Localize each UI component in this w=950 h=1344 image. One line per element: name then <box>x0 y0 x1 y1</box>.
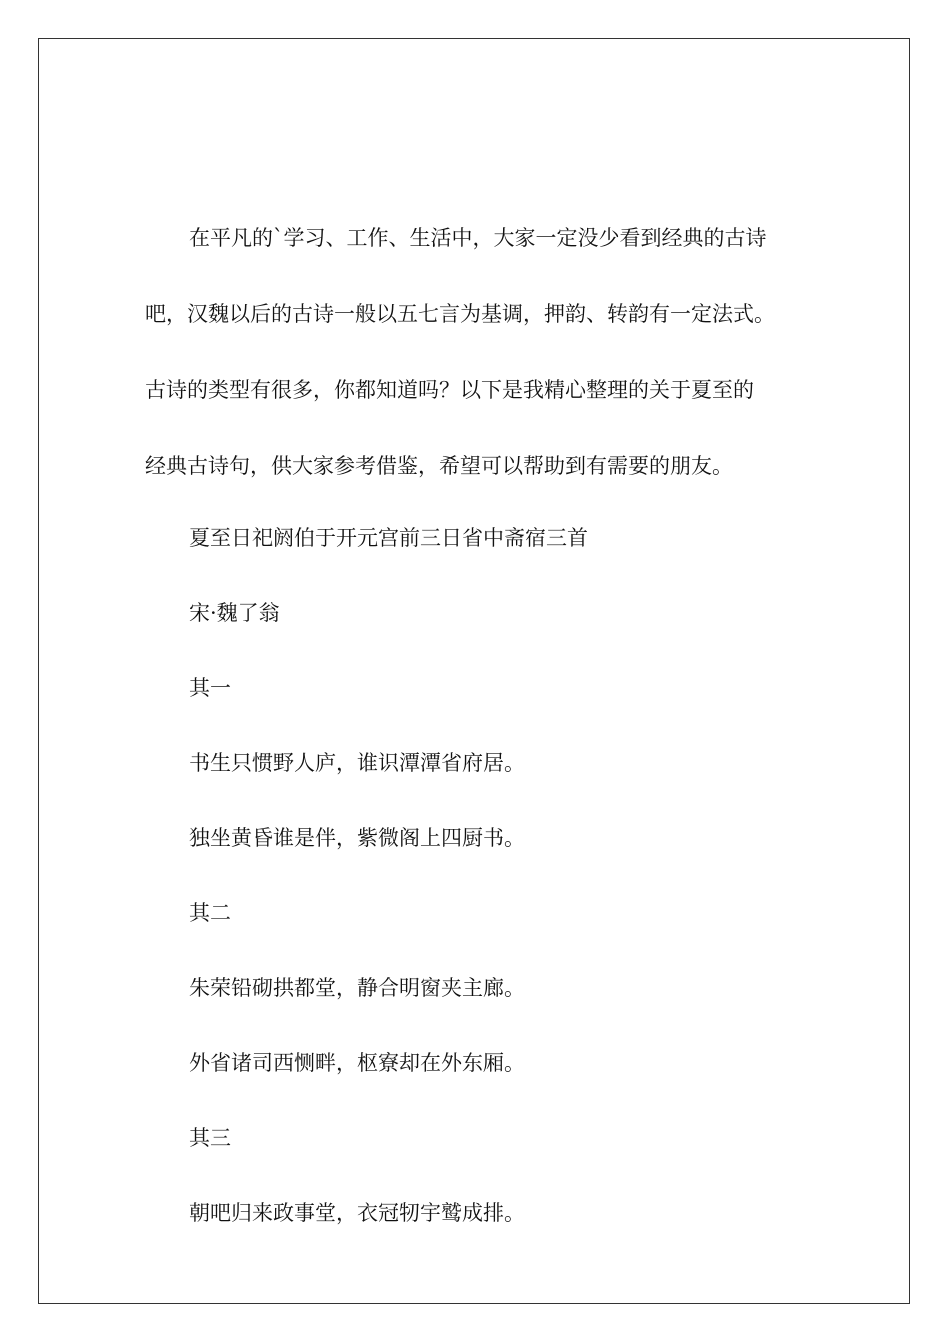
poem-line: 朱荣铅砌拱都堂，静合明窗夹主廊。 <box>189 976 525 1000</box>
poem <box>145 501 825 1251</box>
intro-paragraph <box>145 200 825 504</box>
poem-line: 外省诸司西恻畔，枢寮却在外东厢。 <box>189 1051 525 1075</box>
intro-line: 古诗的类型有很多，你都知道吗？以下是我精心整理的关于夏至的 <box>145 378 754 402</box>
intro-line: 吧，汉魏以后的古诗一般以五七言为基调，押韵、转韵有一定法式。 <box>145 302 775 326</box>
poem-title: 夏至日祀阏伯于开元宫前三日省中斋宿三首 <box>189 526 588 550</box>
section-heading: 其二 <box>189 901 231 925</box>
poem-line: 独坐黄昏谁是伴，紫微阁上四厨书。 <box>189 826 525 850</box>
poem-author: 宋·魏了翁 <box>189 601 280 625</box>
section-heading: 其三 <box>189 1126 231 1150</box>
document-body <box>145 200 825 1251</box>
section-heading: 其一 <box>189 676 231 700</box>
poem-line: 书生只惯野人庐，谁识潭潭省府居。 <box>189 751 525 775</box>
intro-line: 经典古诗句，供大家参考借鉴，希望可以帮助到有需要的朋友。 <box>145 454 733 478</box>
intro-line: 在平凡的`学习、工作、生活中，大家一定没少看到经典的古诗 <box>189 226 767 250</box>
poem-line: 朝吧归来政事堂，衣冠牣宇鹫成排。 <box>189 1201 525 1225</box>
